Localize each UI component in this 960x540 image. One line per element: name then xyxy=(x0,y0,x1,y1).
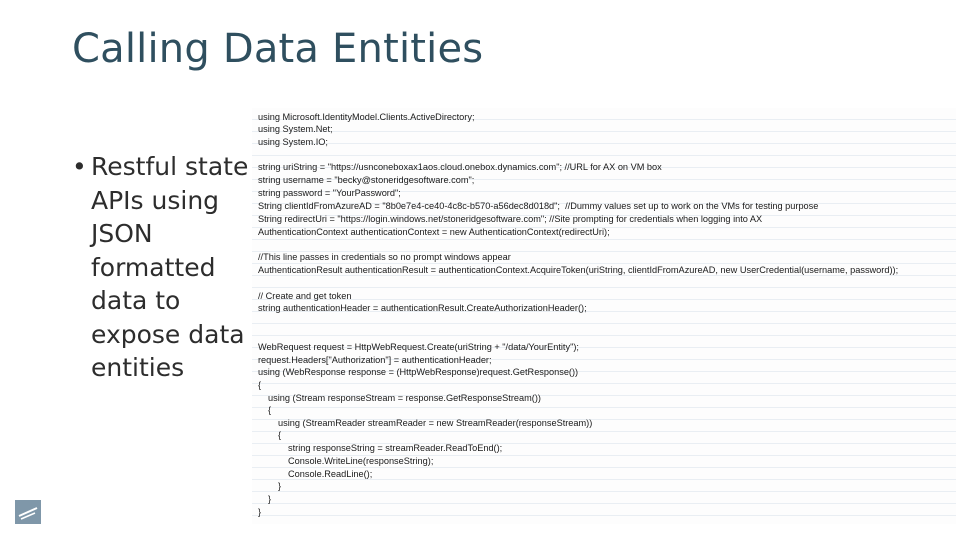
code-line: Console.WriteLine(responseString); xyxy=(288,456,434,466)
code-line: string username = "becky@stoneridgesoftware.com"; xyxy=(258,175,475,185)
code-line: using Microsoft.IdentityModel.Clients.ActiveDirectory; xyxy=(258,112,475,122)
company-logo-icon xyxy=(15,500,41,524)
code-line: using System.Net; xyxy=(258,124,333,134)
bullet-item xyxy=(72,150,252,385)
bullet-dot: • xyxy=(72,152,87,181)
code-line: using (Stream responseStream = response.GetResponseStream()) xyxy=(268,393,541,403)
code-line: } xyxy=(278,481,282,491)
code-line: Console.ReadLine(); xyxy=(288,469,373,479)
code-line: string authenticationHeader = authenticationResult.CreateAuthorizationHeader(); xyxy=(258,303,587,313)
code-line: WebRequest request = HttpWebRequest.Create(uriString + "/data/YourEntity"); xyxy=(258,342,579,352)
bullet-list xyxy=(72,150,252,385)
code-line: { xyxy=(258,380,262,390)
code-line: AuthenticationResult authenticationResult = authenticationContext.AcquireToken(uriString, clientIdFromAzureAD, new UserCredential(username, password)); xyxy=(258,265,899,275)
code-line: //This line passes in credentials so no prompt windows appear xyxy=(258,252,511,262)
code-line: AuthenticationContext authenticationContext = new AuthenticationContext(redirectUri); xyxy=(258,227,610,237)
code-line: using (WebResponse response = (HttpWebResponse)request.GetResponse()) xyxy=(258,367,579,377)
code-line: using System.IO; xyxy=(258,137,328,147)
code-line: request.Headers["Authorization"] = authenticationHeader; xyxy=(258,355,492,365)
slide-title: Calling Data Entities xyxy=(72,26,484,72)
bullet-text: Restful state APIs using JSON formatted data to expose data entities xyxy=(91,152,249,382)
code-line: string responseString = streamReader.ReadToEnd(); xyxy=(288,443,503,453)
code-line: String clientIdFromAzureAD = "8b0e7e4-ce40-4c8c-b570-a56dec8d018d"; //Dummy values set up to work on the VMs for testing purpose xyxy=(258,201,819,211)
code-line: } xyxy=(268,494,272,504)
code-line: string password = "YourPassword"; xyxy=(258,188,401,198)
code-line: { xyxy=(268,405,272,415)
code-line: // Create and get token xyxy=(258,291,352,301)
code-line: using (StreamReader streamReader = new StreamReader(responseStream)) xyxy=(278,418,593,428)
code-line: } xyxy=(258,507,262,517)
code-line: { xyxy=(278,430,282,440)
code-line: String redirectUri = "https://login.windows.net/stoneridgesoftware.com"; //Site prompting for credentials when logging into AX xyxy=(258,214,763,224)
code-line: string uriString = "https://usnconeboxax1aos.cloud.onebox.dynamics.com"; //URL for AX on VM box xyxy=(258,162,662,172)
code-screenshot xyxy=(252,108,956,524)
